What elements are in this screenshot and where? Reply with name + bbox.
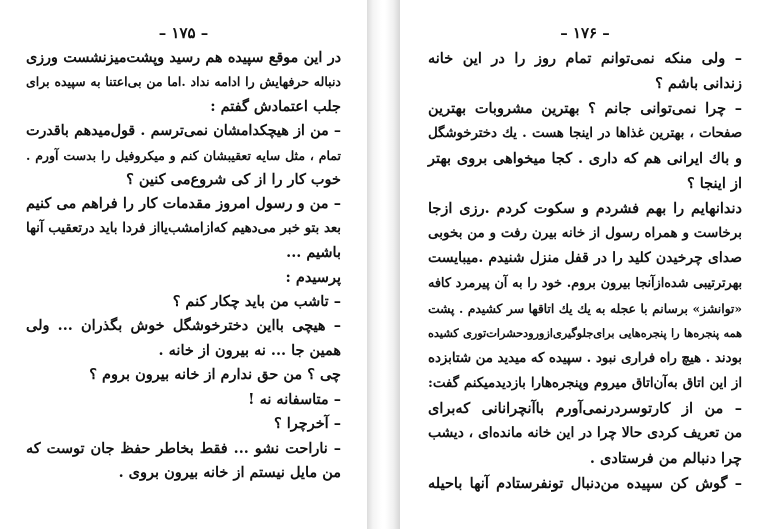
text-line: بهرترتیبی شده‌ازآنجا بیرون بروم. خود را به آن پیرمرد کافه — [428, 276, 742, 291]
text-line: – چرا نمی‌توانی جانم ؟ بهترین مشروبات بهترین — [428, 100, 742, 117]
book-gutter — [367, 0, 400, 529]
text-line: من مایل نیستم از خانه بیرون بروی . — [118, 463, 341, 481]
text-line: – من از هیچکدامشان نمی‌ترسم . قول‌میدهم باقدرت — [26, 123, 341, 140]
left-page-number: – ۱۷۵ – — [158, 24, 209, 42]
text-line: – ناراحت نشو ... فقط بخاطر حفظ جان توست که — [26, 439, 341, 457]
text-line: در این موقع سپیده هم رسید وپشت‌میزنشست ورزی — [26, 50, 341, 66]
text-line: خوب کار را از کی شروع‌می کنین ؟ — [126, 171, 341, 189]
left-page-text — [26, 46, 341, 485]
text-line: – هیچی بااین دخترخوشگل خوش بگذران ... ولی — [26, 317, 341, 335]
text-line: همین جا ... نه بیرون از خانه . — [158, 341, 341, 359]
text-line: همه پنجره‌ها را پنجره‌هایی برای‌جلوگیری‌ازورودحشرات‌توری کشیده — [428, 326, 742, 340]
right-page-number: – ۱۷۶ – — [560, 24, 610, 42]
text-line: بعد بتو خبر می‌دهیم که‌ازامشب‌یااز فردا باید درتعقیب آنها — [26, 220, 341, 236]
text-line: – آخرچرا ؟ — [273, 415, 341, 433]
text-line: تمام ، مثل سایه تعقیبشان کنم و میکروفیل را بدست آورم . — [26, 147, 341, 163]
text-line: جلب اعتمادش گفتم : — [210, 97, 341, 115]
text-line: پرسیدم : — [285, 268, 341, 286]
right-page-text — [428, 46, 742, 496]
text-line: دنباله حرفهایش را ادامه نداد .اما من بی‌اعتنا به سپیده برای — [26, 74, 341, 90]
text-line: از اینجا ؟ — [686, 175, 742, 192]
text-line: – من از کارتوسردرنمی‌آورم باآنچرا‌نانی که‌برای — [428, 400, 742, 417]
text-line: – تاشب من باید چکار کنم ؟ — [172, 293, 341, 311]
text-line: – ولی منکه نمی‌توانم تمام روز را در این خانه — [428, 50, 742, 67]
text-line: بودند . هیچ راه فراری نبود . سپیده که میدید من شتابزده — [428, 351, 742, 366]
text-line: من تعریف کردی حالا چرا در این خانه مانده‌ای ، دیشب — [428, 425, 742, 441]
left-page — [0, 0, 367, 529]
text-line: از این اتاق به‌آن‌اتاق میروم وپنجره‌هارا بازدیدمیکنم گفت: — [428, 376, 742, 391]
text-line: صفحات ، بهترین غذاها در اینجا هست . یك دخترخوشگل — [428, 126, 742, 141]
text-line: زندانی باشم ؟ — [655, 75, 742, 92]
text-line: «توانشز» برسانم با عجله به یك یك اتاقها سر کشیدم . پشت — [428, 301, 742, 316]
text-line: و باك ایرانی هم که داری . کجا میخواهی بروی بهتر — [428, 150, 742, 167]
text-line: باشیم ... — [286, 244, 341, 262]
text-line: دندانهایم را بهم فشردم و سکوت کردم .رزی ازجا — [428, 200, 742, 217]
text-line: – گوش کن سپیده من‌دنبال تونفرستادم آنها باحیله — [428, 475, 742, 492]
text-line: – من و رسول امروز مقدمات کار را فراهم می کنیم — [26, 195, 341, 213]
right-page — [400, 0, 772, 529]
text-line: صدای چرخیدن کلید را در قفل منزل شنیدم .میبایست — [428, 250, 742, 266]
text-line: – متاسفانه نه ! — [248, 390, 341, 408]
text-line: برخاست و همراه رسول از خانه بیرن رفت و من بخوبی — [428, 225, 742, 241]
text-line: چرا دنبالم من فرستادی . — [589, 450, 742, 467]
text-line: چی ؟ من حق ندارم از خانه بیرون بروم ؟ — [89, 366, 341, 384]
